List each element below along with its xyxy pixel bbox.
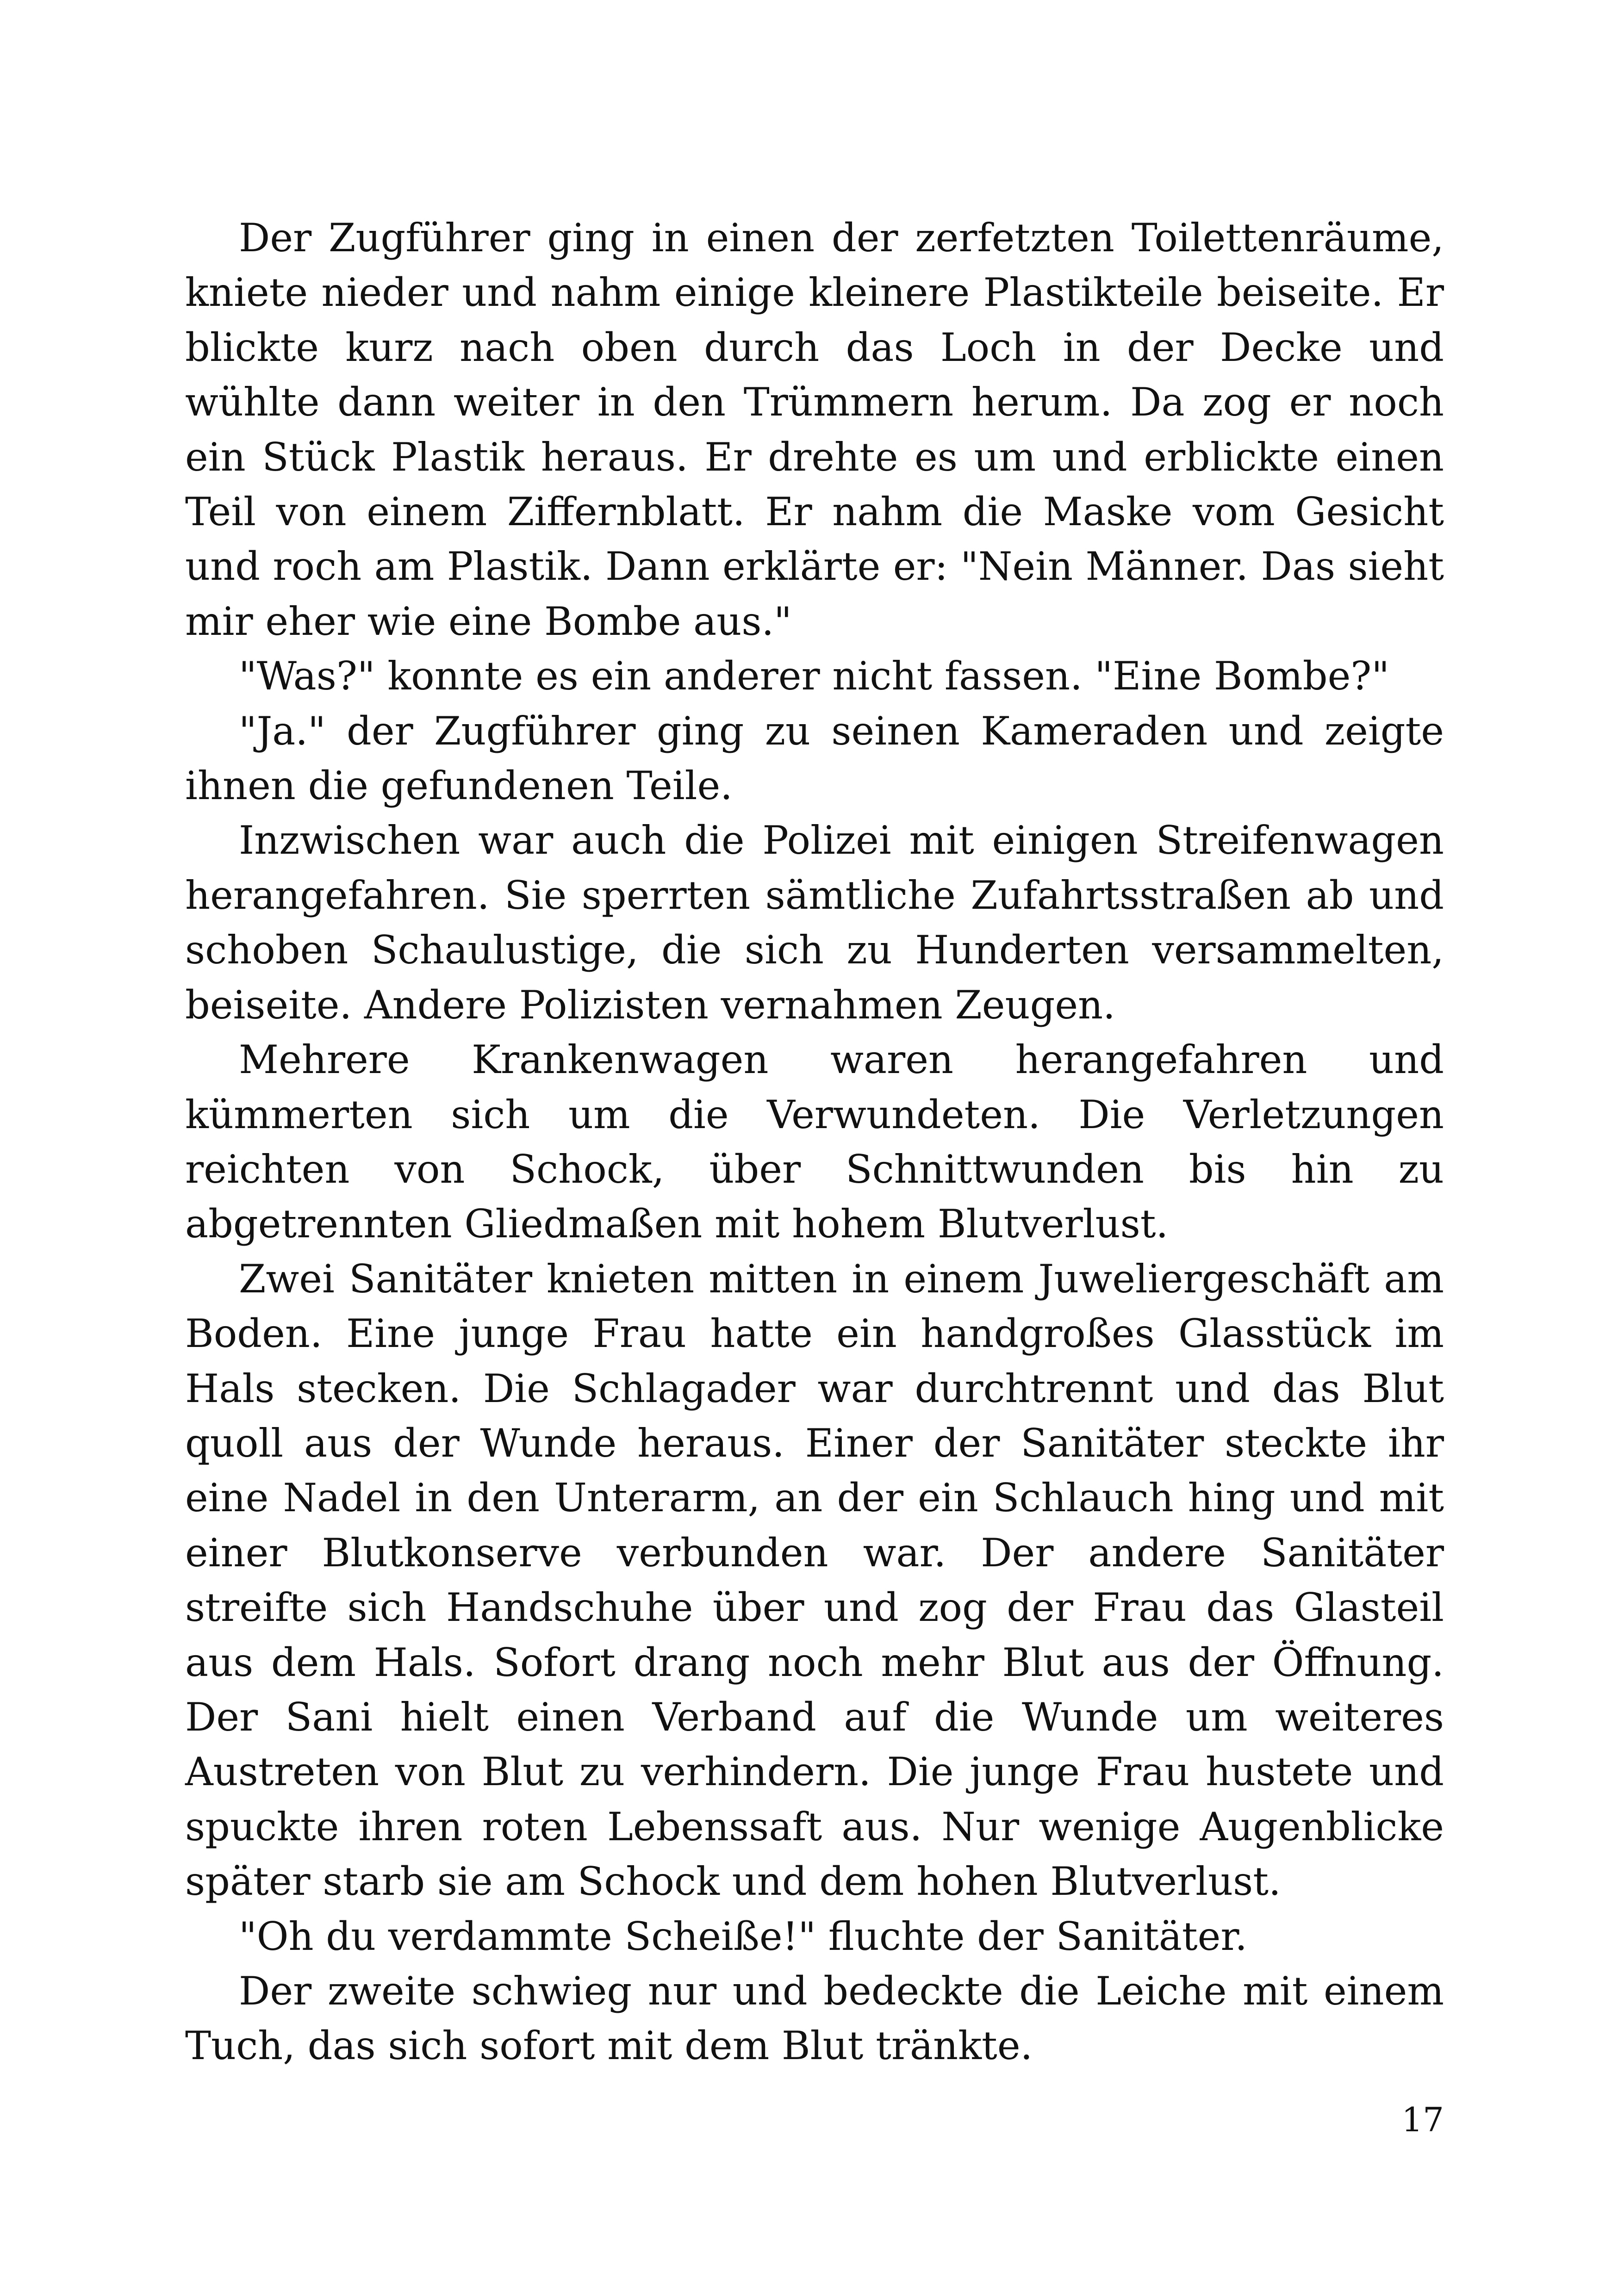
paragraph: Der Zugführer ging in einen der zerfetzten Toilettenräume, kniete nieder und nahm einige kleinere Plastikteile beiseite. Er blickte kurz nach oben durch das Loch in der Decke und wühlte dann weiter in den Trümmern herum. Da zog er noch ein Stück Plastik heraus. Er drehte es um und erblickte einen Teil von einem Ziffernblatt. Er nahm die Maske vom Gesicht und roch am Plastik. Dann erklärte er: "Nein Männer. Das sieht mir eher wie eine Bombe aus." (185, 215, 1444, 644)
paragraph: "Oh du verdammte Scheiße!" fluchte der Sanitäter. (239, 1913, 1247, 1959)
paragraph: Mehrere Krankenwagen waren herangefahren und kümmerten sich um die Verwundeten. Die Verletzungen reichten von Schock, über Schnittwunden bis hin zu abgetrennten Gliedmaßen mit hohem Blutverlust. (185, 1037, 1444, 1247)
paragraph: Der zweite schwieg nur und bedeckte die Leiche mit einem Tuch, das sich sofort mit dem Blut tränkte. (185, 1968, 1444, 2069)
paragraph: "Ja." der Zugführer ging zu seinen Kameraden und zeigte ihnen die gefundenen Teile. (185, 708, 1444, 809)
paragraph: Inzwischen war auch die Polizei mit einigen Streifenwagen herangefahren. Sie sperrten sämtliche Zufahrtsstraßen ab und schoben Schaulustige, die sich zu Hunderten versammelten, beiseite. Andere Polizisten vernahmen Zeugen. (185, 818, 1444, 1028)
body-text (185, 211, 1444, 2073)
page-number: 17 (1401, 2100, 1444, 2139)
paragraph: Zwei Sanitäter knieten mitten in einem Juweliergeschäft am Boden. Eine junge Frau hatte ein handgroßes Glasstück im Hals stecken. Die Schlagader war durchtrennt und das Blut quoll aus der Wunde heraus. Einer der Sanitäter steckte ihr eine Nadel in den Unterarm, an der ein Schlauch hing und mit einer Blutkonserve verbunden war. Der andere Sanitäter streifte sich Handschuhe über und zog der Frau das Glasteil aus dem Hals. Sofort drang noch mehr Blut aus der Öffnung. Der Sani hielt einen Verband auf die Wunde um weiteres Austreten von Blut zu verhindern. Die junge Frau hustete und spuckte ihren roten Lebenssaft aus. Nur wenige Augenblicke später starb sie am Schock und dem hohen Blutverlust. (185, 1256, 1444, 1905)
paragraph: "Was?" konnte es ein anderer nicht fassen. "Eine Bombe?" (239, 653, 1389, 699)
